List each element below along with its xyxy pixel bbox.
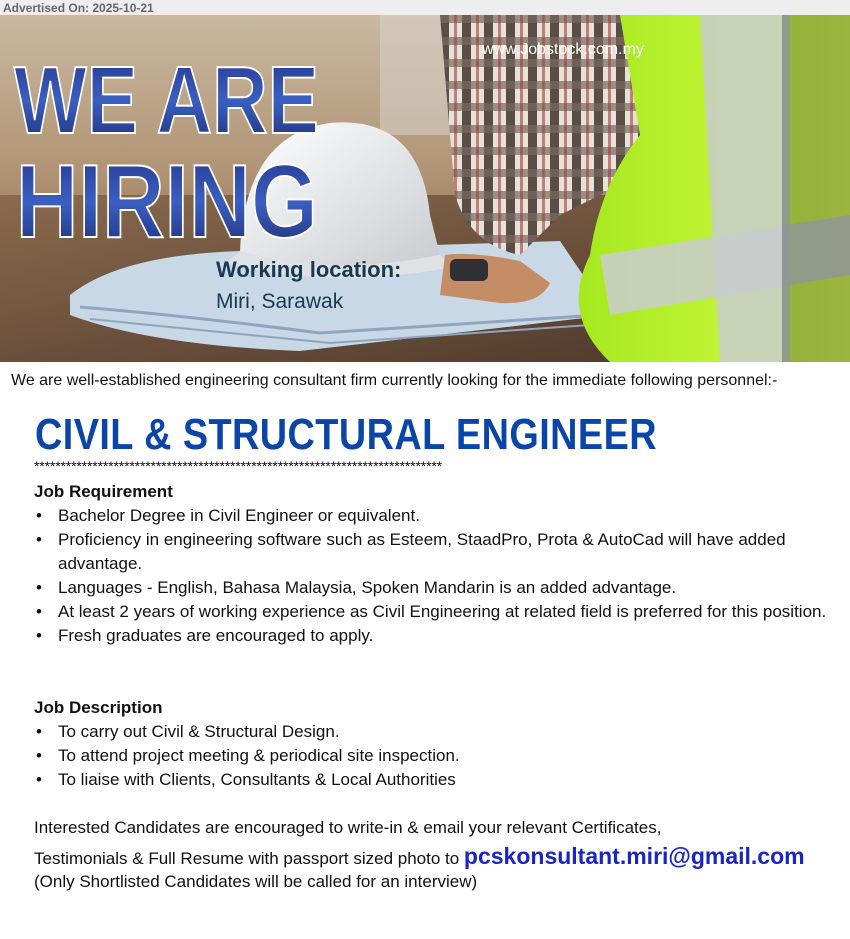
closing-line-3: (Only Shortlisted Candidates will be called for an interview) [34, 872, 478, 891]
hiring-banner [0, 15, 850, 362]
banner-illustration [0, 15, 850, 362]
list-item: • Fresh graduates are encouraged to apply. [34, 624, 839, 648]
list-item: • Proficiency in engineering software such as Esteem, StaadPro, Prota & AutoCad will have added advantage. [34, 528, 839, 576]
intro-text: We are well-established engineering consultant firm currently looking for the immediate following personnel:- [11, 372, 778, 389]
list-item: • Bachelor Degree in Civil Engineer or equivalent. [34, 504, 839, 528]
description-list [34, 720, 839, 792]
requirement-heading: Job Requirement [34, 482, 173, 501]
headline-we-are: WE ARE [14, 47, 319, 154]
list-item: • To carry out Civil & Structural Design. [34, 720, 839, 744]
advertised-date: Advertised On: 2025-10-21 [3, 1, 154, 15]
closing-line-1: Interested Candidates are encouraged to write-in & email your relevant Certificates, [34, 818, 662, 837]
location-value: Miri, Sarawak [216, 290, 344, 313]
list-item: • At least 2 years of working experience as Civil Engineering at related field is preferred for this position. [34, 600, 839, 624]
title-separator: ***************************************************************************** [34, 458, 442, 474]
closing-line-2-text: Testimonials & Full Resume with passport sized photo to [34, 849, 464, 868]
website-watermark: www.Jobstock.com.my [482, 41, 644, 58]
list-item: • Languages - English, Bahasa Malaysia, Spoken Mandarin is an added advantage. [34, 576, 839, 600]
contact-email-link[interactable]: pcskonsultant.miri@gmail.com [463, 843, 805, 869]
top-bar [0, 0, 850, 16]
headline-hiring: HIRING [16, 144, 318, 260]
list-item: • To liaise with Clients, Consultants & Local Authorities [34, 768, 839, 792]
description-heading: Job Description [34, 698, 163, 717]
closing-line-2 [34, 843, 805, 870]
list-item: • To attend project meeting & periodical site inspection. [34, 744, 839, 768]
job-title: CIVIL & STRUCTURAL ENGINEER [35, 410, 658, 459]
location-label: Working location: [216, 257, 402, 282]
requirement-list [34, 504, 839, 648]
